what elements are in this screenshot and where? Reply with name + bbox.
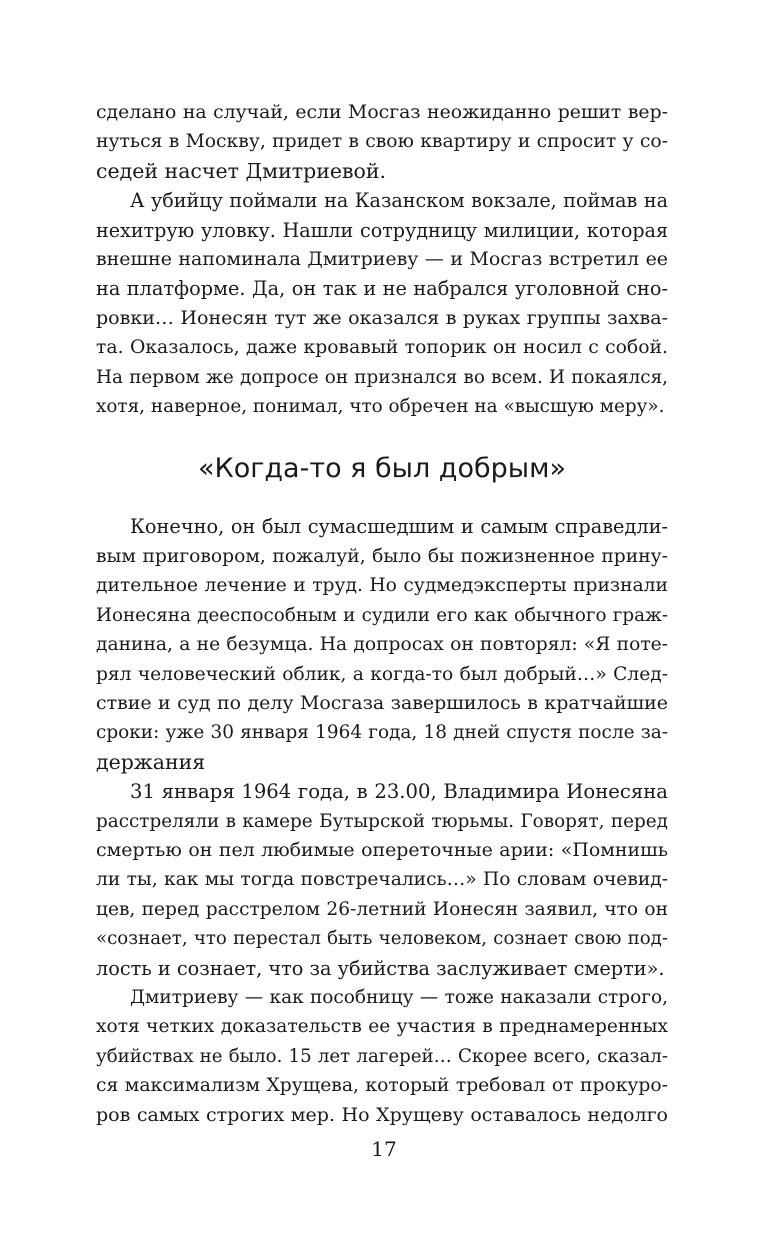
page-number: 17 — [371, 1137, 397, 1161]
text-line: На первом же допросе он признался во всем. И покаялся, — [96, 366, 668, 388]
text-line: убийствах не было. 15 лет лагерей… Скорее всего, сказал- — [96, 1045, 668, 1067]
text-line: ли ты, как мы тогда повстречались…» По словам очевид- — [96, 869, 668, 891]
chapter-title: «Когда-то я был добрым» — [198, 453, 566, 485]
text-line: смертью он пел любимые опереточные арии: «Помнишь — [96, 838, 668, 861]
text-line: Ионесяна дееспособным и судили его как обычного граж- — [96, 604, 668, 626]
text-line: данина, а не безумца. На допросах он повторял: «Я поте- — [96, 634, 668, 656]
text-line: та. Оказалось, даже кровавый топорик он носил с собой. — [96, 337, 668, 359]
text-line: хотя, наверное, понимал, что обречен на «высшую меру». — [96, 396, 665, 418]
text-line: «сознает, что перестал быть человеком, сознает свою под- — [96, 928, 668, 950]
book-page — [96, 98, 668, 1130]
text-line: внешне напоминала Дмитриеву — и Мосгаз встретил ее — [96, 248, 668, 271]
text-line: цев, перед расстрелом 26-летний Ионесян заявил, что он — [96, 898, 668, 920]
text-line: седей насчет Дмитриевой. — [96, 158, 387, 183]
text-line: дительное лечение и труд. Но судмедэксперты признали — [96, 575, 668, 597]
text-line: нехитрую уловку. Нашли сотрудницу милиции, которая — [96, 218, 668, 242]
text-line: держания — [96, 749, 206, 774]
text-line: ровки… Ионесян тут же оказался в руках группы захва- — [96, 306, 668, 329]
text-line: сроки: уже 30 января 1964 года, 18 дней спустя после за- — [96, 722, 668, 744]
paragraph-2 — [96, 186, 668, 421]
text-line: ров самых строгих мер. Но Хрущеву оставалось недолго — [96, 1103, 668, 1126]
text-line: нуться в Москву, придет в свою квартиру и спросит у со- — [96, 131, 668, 153]
text-line: сделано на случай, если Мосгаз неожиданно решит вер- — [96, 102, 668, 123]
text-line: А убийцу поймали на Казанском вокзале, поймав на — [130, 189, 668, 213]
text-line: лость и сознает, что за убийства заслуживает смерти». — [96, 956, 665, 980]
text-line: рял человеческий облик, а когда-то был добрый…» След- — [96, 663, 668, 685]
paragraph-5 — [96, 983, 668, 1130]
paragraph-1 — [96, 98, 668, 186]
paragraph-4 — [96, 777, 668, 983]
text-line: на платформе. Да, он так и не набрался уголовной сно- — [96, 277, 668, 301]
text-line: Конечно, он был сумасшедшим и самым справедли- — [130, 515, 668, 539]
text-line: вым приговором, пожалуй, было бы пожизненное прину- — [96, 545, 668, 567]
text-line: Дмитриеву — как пособницу — тоже наказали строго, — [130, 986, 668, 1008]
text-line: хотя четких доказательств ее участия в преднамеренных — [96, 1016, 668, 1038]
paragraph-3 — [96, 512, 668, 777]
text-line: расстреляли в камере Бутырской тюрьмы. Говорят, перед — [96, 810, 668, 832]
text-line: 31 января 1964 года, в 23.00, Владимира Ионесяна — [130, 780, 668, 804]
text-line: ствие и суд по делу Мосгаза завершилось в кратчайшие — [96, 691, 668, 714]
text-line: ся максимализм Хрущева, который требовал от прокуро- — [96, 1075, 668, 1097]
